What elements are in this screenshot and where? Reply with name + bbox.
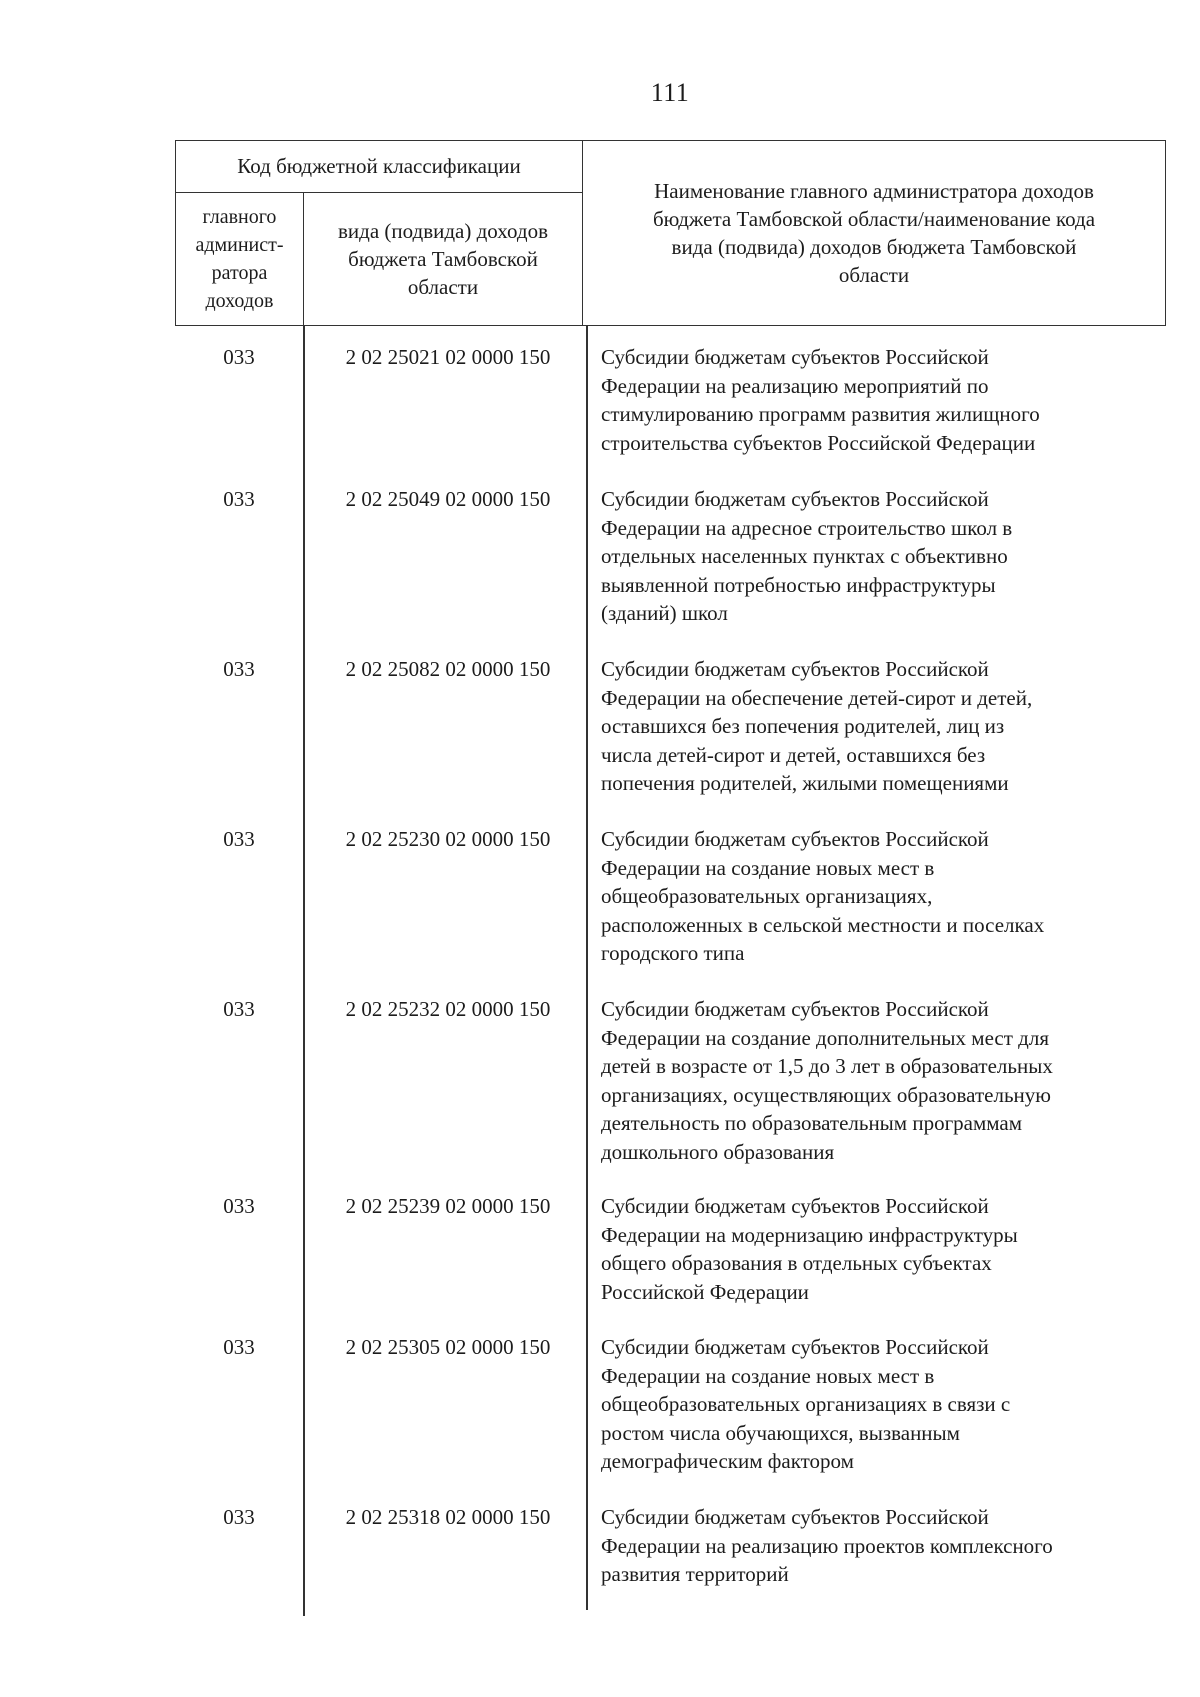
page-number: 111 [650, 78, 690, 107]
column-divider-1 [303, 326, 305, 1616]
revenue-code-cell: 2 02 25305 02 0000 150 [345, 1335, 551, 1359]
revenue-code-cell: 2 02 25021 02 0000 150 [345, 345, 551, 369]
revenue-code-cell: 2 02 25082 02 0000 150 [345, 657, 551, 681]
header-classification-group [176, 141, 583, 325]
revenue-code-cell: 2 02 25239 02 0000 150 [345, 1194, 551, 1218]
admin-code-cell: 033 [223, 997, 255, 1021]
table-header [175, 140, 1166, 326]
revenue-name-cell: Субсидии бюджетам субъектов Российской Федерации на реализацию мероприятий по стимулированию программ развития жилищного строительства субъектов Российской Федерации [601, 345, 1040, 455]
revenue-name-cell: Субсидии бюджетам субъектов Российской Федерации на обеспечение детей-сирот и детей, оставшихся без попечения родителей, лиц из числа детей-сирот и детей, оставшихся без попечения родителей, жилыми помещениями [601, 657, 1033, 795]
admin-code-cell: 033 [223, 1335, 255, 1359]
admin-code-cell: 033 [223, 1505, 255, 1529]
revenue-name-cell: Субсидии бюджетам субъектов Российской Федерации на реализацию проектов комплексного развития территорий [601, 1505, 1053, 1586]
header-col-name: Наименование главного администратора доходов бюджета Тамбовской области/наименование кода вида (подвида) доходов бюджета Тамбовской области [652, 179, 1096, 287]
admin-code-cell: 033 [223, 657, 255, 681]
revenue-code-cell: 2 02 25230 02 0000 150 [345, 827, 551, 851]
revenue-name-cell: Субсидии бюджетам субъектов Российской Федерации на создание новых мест в общеобразовательных организациях в связи с ростом числа обучающихся, вызванным демографическим фактором [601, 1335, 1011, 1473]
revenue-name-cell: Субсидии бюджетам субъектов Российской Федерации на создание дополнительных мест для детей в возрасте от 1,5 до 3 лет в образовательных организациях, осуществляющих образовательную деятельность по образовательным программам дошкольного образования [601, 997, 1053, 1164]
admin-code-cell: 033 [223, 345, 255, 369]
revenue-code-cell: 2 02 25232 02 0000 150 [345, 997, 551, 1021]
column-divider-2 [586, 326, 588, 1610]
revenue-code-cell: 2 02 25318 02 0000 150 [345, 1505, 551, 1529]
revenue-code-cell: 2 02 25049 02 0000 150 [345, 487, 551, 511]
admin-code-cell: 033 [223, 827, 255, 851]
revenue-name-cell: Субсидии бюджетам субъектов Российской Федерации на модернизацию инфраструктуры общего образования в отдельных субъектах Российской Федерации [601, 1194, 1018, 1304]
header-group-title: Код бюджетной классификации [176, 141, 582, 193]
admin-code-cell: 033 [223, 487, 255, 511]
admin-code-cell: 033 [223, 1194, 255, 1218]
revenue-name-cell: Субсидии бюджетам субъектов Российской Федерации на создание новых мест в общеобразовательных организациях, расположенных в сельской местности и поселках городского типа [601, 827, 1045, 965]
revenue-name-cell: Субсидии бюджетам субъектов Российской Федерации на адресное строительство школ в отдельных населенных пунктах с объективно выявленной потребностью инфраструктуры (зданий) школ [601, 487, 1013, 625]
header-col-code: вида (подвида) доходов бюджета Тамбовской области [338, 219, 548, 299]
header-col-admin: главного админист- ратора доходов [176, 193, 304, 325]
